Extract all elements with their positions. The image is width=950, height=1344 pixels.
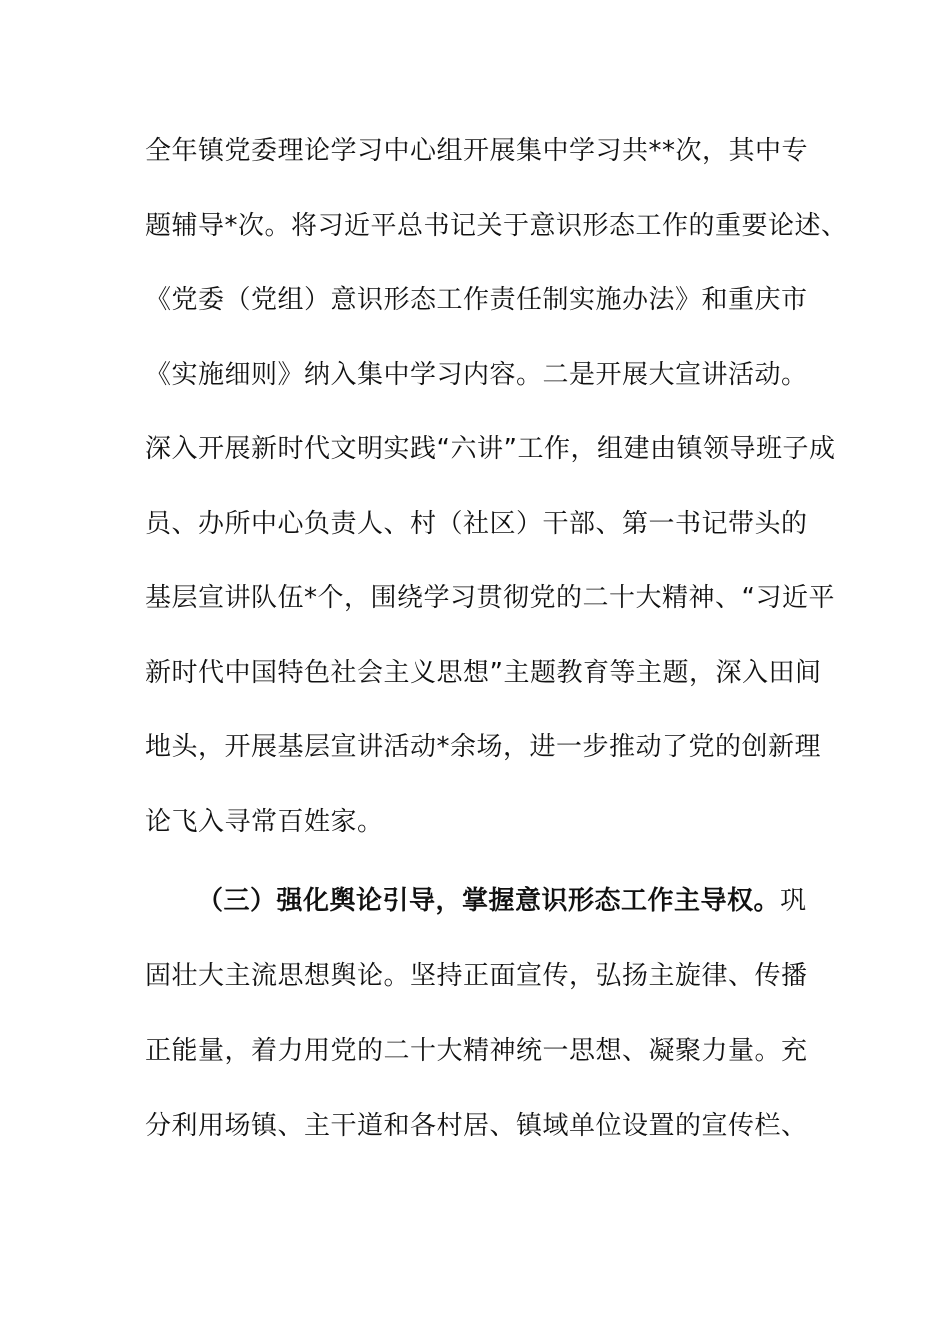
paragraph-line: 员、办所中心负责人、村（社区）干部、第一书记带头的 [145,509,808,539]
paragraph-line: 新时代中国特色社会主义思想”主题教育等主题，深入田间 [145,658,822,688]
section-body-start: 巩 [780,886,807,916]
paragraph-line: 题辅导*次。将习近平总书记关于意识形态工作的重要论述、 [145,211,848,241]
section-heading: （三）强化舆论引导，掌握意识形态工作主导权。 [197,886,781,916]
paragraph-line: 正能量，着力用党的二十大精神统一思想、凝聚力量。充 [145,1036,808,1066]
paragraph-line: 全年镇党委理论学习中心组开展集中学习共**次，其中专 [145,136,809,166]
paragraph-line: 基层宣讲队伍*个，围绕学习贯彻党的二十大精神、“习近平 [145,583,835,613]
paragraph-line: 地头，开展基层宣讲活动*余场，进一步推动了党的创新理 [145,732,822,762]
paragraph-line: 《党委（党组）意识形态工作责任制实施办法》和重庆市 [145,285,808,315]
paragraph-line: 《实施细则》纳入集中学习内容。二是开展大宣讲活动。 [145,360,808,390]
section-heading-line [197,881,827,921]
paragraph-line: 深入开展新时代文明实践“六讲”工作，组建由镇领导班子成 [145,434,836,464]
paragraph-line: 论飞入寻常百姓家。 [145,807,384,837]
paragraph-line: 固壮大主流思想舆论。坚持正面宣传，弘扬主旋律、传播 [145,961,808,991]
paragraph-line: 分利用场镇、主干道和各村居、镇域单位设置的宣传栏、 [145,1111,808,1141]
